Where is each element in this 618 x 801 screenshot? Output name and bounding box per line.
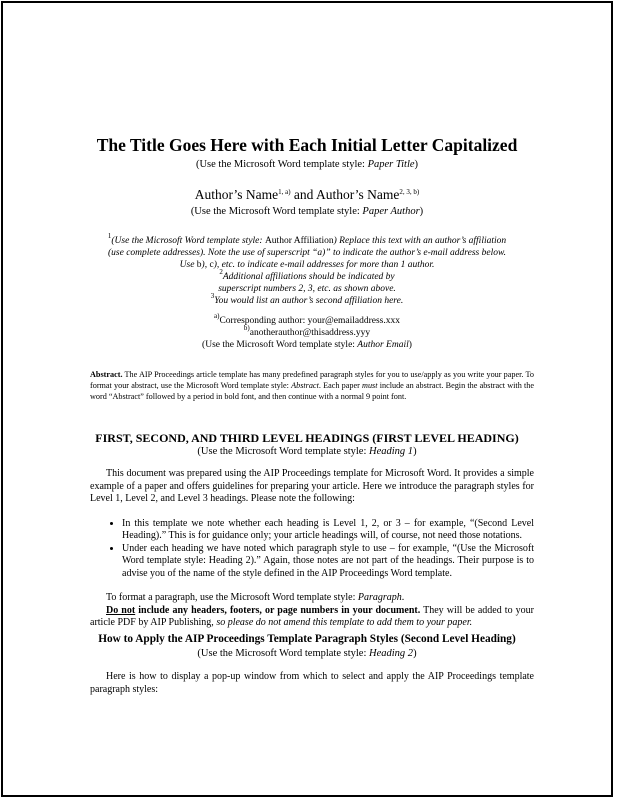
affiliation-line: $^2$Additional affiliations should be indicated by <box>219 268 395 282</box>
body-section-2 <box>90 671 534 696</box>
body-section-1 <box>90 468 534 630</box>
document-page <box>1 1 613 797</box>
first-level-heading: FIRST, SECOND, AND THIRD LEVEL HEADINGS (FIRST LEVEL HEADING) <box>95 431 519 445</box>
author-names: Author’s Name$^{1, a)}$ and Author’s Name$^{2, 3, b)}$ <box>194 187 420 202</box>
abstract-label: Abstract. <box>90 370 123 379</box>
paper-title: The Title Goes Here with Each Initial Letter Capitalized <box>96 135 518 155</box>
author-emails: $^{a)}$Corresponding author: your@emailaddress.xxx $^{b)}$anotherauthor@thisaddress.yyy (Use the Microsoft Word template style: Author Email) <box>3 315 611 351</box>
affiliation-line: $^3$You would list an author’s second affiliation here. <box>210 292 404 306</box>
author-style-note: (Use the Microsoft Word template style: Paper Author) <box>190 206 424 217</box>
corresponding-email: Corresponding author: your@emailaddress.xxx <box>219 316 400 326</box>
paragraph: To format a paragraph, use the Microsoft Word template style: Paragraph. <box>106 592 405 603</box>
author-affiliations <box>3 232 611 307</box>
abstract: Abstract. The AIP Proceedings article template has many predefined paragraph styles for you to use/apply as you write your paper. To format your abstract, use the Microsoft Word template style: Abstract. Each paper must include an abstract. Begin the abstract with the word “Abstract” followed by a period in bold font, and then continue with a normal 9 point font. <box>90 370 534 401</box>
paragraph: Do not include any headers, footers, or page numbers in your document. They will be added to your article PDF by AIP Publishing, so please do not amend this template to add them to your paper. <box>90 604 534 628</box>
list-item: • In this template we note whether each heading is Level 1, 2, or 3 – for example, “(Second Level Heading).” This is for guidance only; your article headings will, of course, not need those notations. <box>122 518 534 543</box>
heading2-style-note: (Use the Microsoft Word template style: Heading 2) <box>197 648 417 659</box>
heading1-style-note: (Use the Microsoft Word template style: Heading 1) <box>197 446 417 457</box>
affiliation-line: Use b), c), etc. to indicate e-mail addresses for more than 1 author. <box>179 260 435 270</box>
list-item: • Under each heading we have noted which paragraph style to use – for example, “(Use the Microsoft Word template style: Heading 2).” Again, those notes are not part of the headings. Their purpose is to advise you of the name of the style defined in the AIP Proceedings Word template. <box>122 543 534 581</box>
second-level-heading: How to Apply the AIP Proceedings Template Paragraph Styles (Second Level Heading) <box>98 633 516 645</box>
paragraph: Here is how to display a pop-up window from which to select and apply the AIP Proceedings template paragraph styles: <box>90 671 534 695</box>
bullet-list <box>90 518 534 581</box>
second-email: anotherauthor@thisaddress.yyy <box>249 328 371 338</box>
affiliation-line: superscript numbers 2, 3, etc. as shown above. <box>218 284 396 294</box>
title-style-note: (Use the Microsoft Word template style: Paper Title) <box>195 159 419 170</box>
affiliation-line: (use complete addresses). Note the use of superscript “a)” to indicate the author’s e-mail address below. <box>108 248 506 258</box>
paragraph: This document was prepared using the AIP Proceedings template for Microsoft Word. It provides a simple example of a paper and offers guidelines for preparing your article. Here we introduce the paragraph styles for Level 1, Level 2, and Level 3 headings. Please note the following: <box>90 468 534 504</box>
affiliation-line: $^1$(Use the Microsoft Word template style: Author Affiliation) Replace this text with an author’s affiliation <box>107 232 507 246</box>
email-style-note: (Use the Microsoft Word template style: Author Email) <box>202 340 412 350</box>
